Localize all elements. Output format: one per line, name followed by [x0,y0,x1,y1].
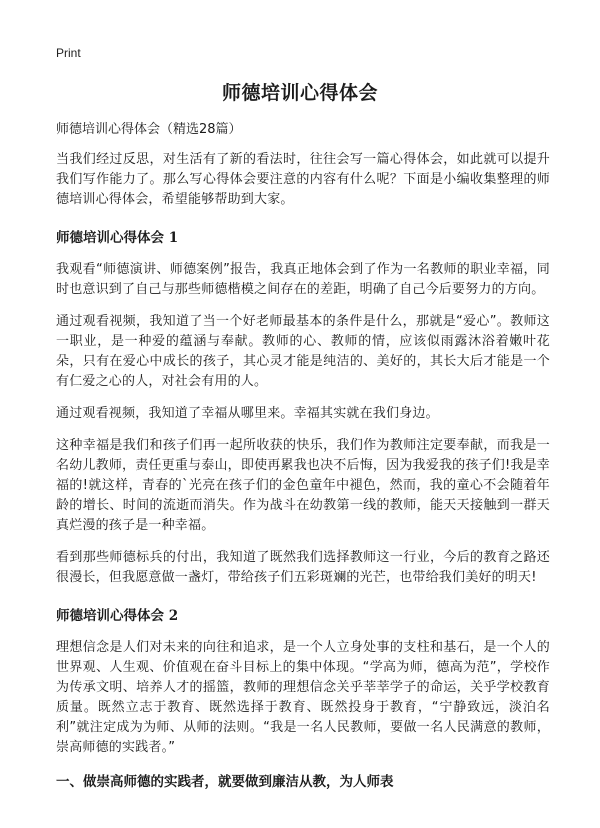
document-subtitle: 师德培训心得体会（精选28篇） [56,122,242,137]
document-title: 师德培训心得体会 [221,82,378,104]
intro-paragraph: 当我们经过反思，对生活有了新的看法时，往往会写一篇心得体会，如此就可以提升我们写作能力了。那么写心得体会要注意的内容有什么呢？下面是小编收集整理的师德培训心得体会，希望能够帮助到大家。 [56,152,550,207]
section-heading-2: 师德培训心得体会 2 [56,608,179,624]
section-1-paragraph: 我观看“师德演讲、师德案例”报告，我真正地体会到了作为一名教师的职业幸福，同时也意识到了自己与那些师德楷模之间存在的差距，明确了自己今后要努力的方向。 [56,262,550,297]
section-1-paragraph: 通过观看视频，我知道了当一个好老师最基本的条件是什么，那就是“爱心”。教师这一职业，是一种爱的蕴涵与奉献。教师的心、教师的情，应该似雨露沐浴着嫩叶花朵，只有在爱心中成长的孩子，其心灵才能是纯洁的、美好的，其长大后才能是一个有仁爱之心的人，对社会有用的人。 [56,314,550,389]
section-heading-1: 师德培训心得体会 1 [56,230,179,246]
section-2-paragraph: 理想信念是人们对未来的向往和追求，是一个人立身处事的支柱和基石，是一个人的世界观、人生观、价值观在奋斗目标上的集中体现。“学高为师，德高为范”，学校作为传承文明、培养人才的摇篮，教师的理想信念关乎莘莘学子的命运，关乎学校教育质量。既然立志于教育、既然选择于教育、既然投身于教育，“宁静致远，淡泊名利”就注定成为为师、从师的法则。“我是一名人民教师，要做一名人民满意的教师，崇高师德的实践者。” [56,640,550,755]
section-1-paragraph: 通过观看视频，我知道了幸福从哪里来。幸福其实就在我们身边。 [56,406,439,421]
section-1-paragraph: 看到那些师德标兵的付出，我知道了既然我们选择教师这一行业，今后的教育之路还很漫长，但我愿意做一盏灯，带给孩子们五彩斑斓的光芒，也带给我们美好的明天! [56,550,550,585]
print-link[interactable]: Print [56,46,81,60]
document-body [56,120,550,802]
section-2-subheading: 一、做崇高师德的实践者，就要做到廉洁从教，为人师表 [56,774,394,790]
section-1-paragraph: 这种幸福是我们和孩子们再一起所收获的快乐，我们作为教师注定要奉献，而我是一名幼儿教师，责任更重与泰山，即使再累我也决不后悔，因为我爱我的孩子们!我是幸福的!就这样，青春的`光亮在孩子们的金色童年中褪色，然而，我的童心不会随着年龄的增长、时间的流逝而消失。作为战斗在幼教第一线的教师，能天天接触到一群天真烂漫的孩子是一种幸福。 [56,438,550,533]
